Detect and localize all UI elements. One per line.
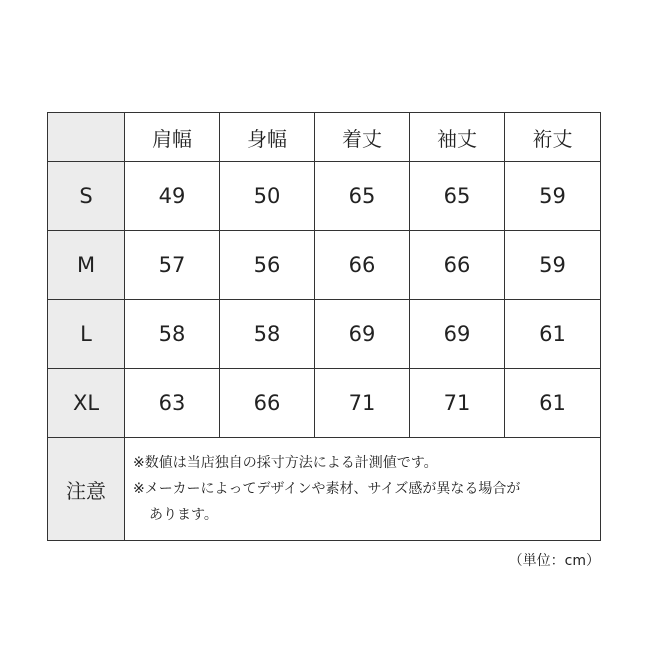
column-header-shoulder-width: 肩幅: [125, 113, 220, 162]
column-header-sleeve-length: 袖丈: [410, 113, 505, 162]
column-header-body-width: 身幅: [220, 113, 315, 162]
notes-row: [48, 438, 601, 541]
table-cell: 59: [505, 162, 601, 231]
table-cell: 61: [505, 369, 601, 438]
table-cell: 61: [505, 300, 601, 369]
table-row: [48, 369, 601, 438]
column-header-yuki-length: 裄丈: [505, 113, 601, 162]
notes-cell: [125, 438, 601, 541]
table-cell: 65: [410, 162, 505, 231]
notes-label: 注意: [48, 438, 125, 541]
table-cell: 59: [505, 231, 601, 300]
table-cell: 50: [220, 162, 315, 231]
table-row: [48, 162, 601, 231]
table-cell: 66: [410, 231, 505, 300]
unit-label: （単位：cm）: [508, 553, 600, 569]
row-header-size: S: [48, 162, 125, 231]
table-cell: 71: [315, 369, 410, 438]
header-row: [48, 113, 601, 162]
note-line: ※メーカーによってデザインや素材、サイズ感が異なる場合が: [133, 481, 521, 497]
table-cell: 63: [125, 369, 220, 438]
note-line: あります。: [149, 507, 218, 523]
table-cell: 58: [125, 300, 220, 369]
corner-cell: [48, 113, 125, 162]
note-line: ※数値は当店独自の採寸方法による計測値です。: [133, 455, 438, 471]
column-header-length: 着丈: [315, 113, 410, 162]
table-row: [48, 300, 601, 369]
size-chart-table: [47, 112, 601, 541]
table-cell: 58: [220, 300, 315, 369]
table-row: [48, 231, 601, 300]
table-cell: 65: [315, 162, 410, 231]
row-header-size: L: [48, 300, 125, 369]
table-cell: 69: [315, 300, 410, 369]
table-cell: 66: [315, 231, 410, 300]
row-header-size: XL: [48, 369, 125, 438]
table-cell: 57: [125, 231, 220, 300]
table-cell: 49: [125, 162, 220, 231]
table-cell: 69: [410, 300, 505, 369]
table-cell: 56: [220, 231, 315, 300]
table-cell: 71: [410, 369, 505, 438]
table-cell: 66: [220, 369, 315, 438]
row-header-size: M: [48, 231, 125, 300]
